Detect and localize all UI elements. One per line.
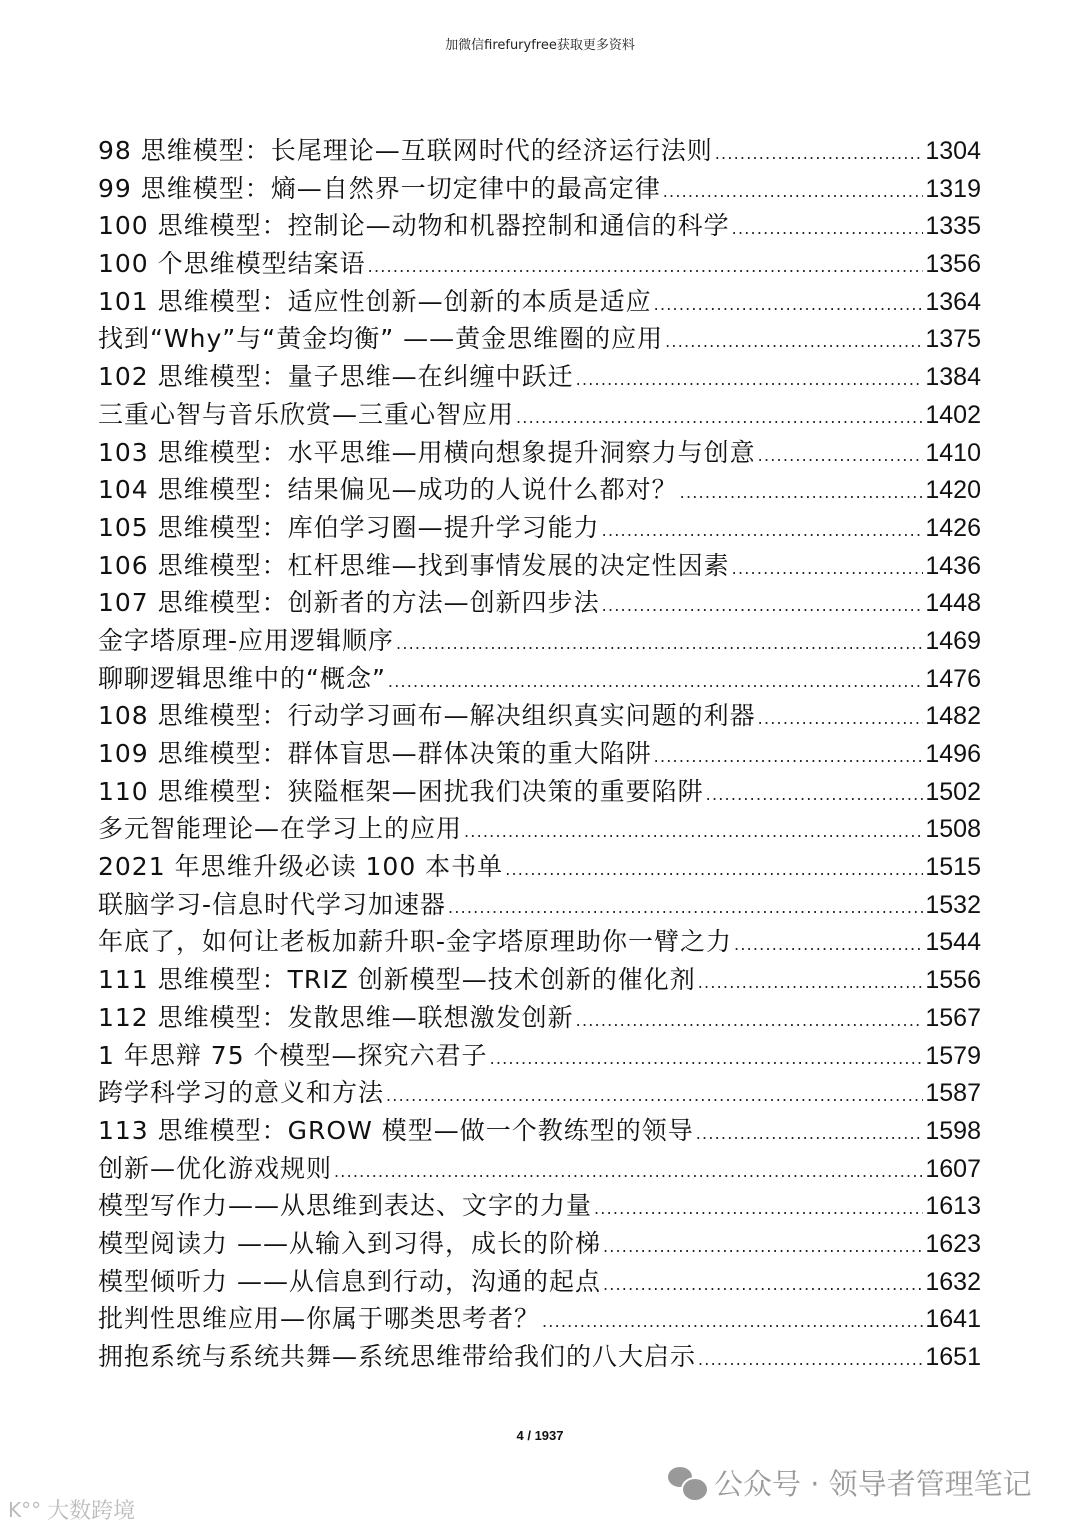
toc-entry-title: 跨学科学习的意义和方法 xyxy=(98,1078,385,1108)
dot-leader xyxy=(698,1338,923,1379)
brand-watermark-text: 大数跨境 xyxy=(47,1499,136,1524)
toc-entry-title: 批判性思维应用—你属于哪类思考者？ xyxy=(98,1304,541,1334)
dot-leader xyxy=(603,1225,923,1266)
toc-entry[interactable] xyxy=(98,509,981,547)
toc-entry[interactable] xyxy=(98,283,981,321)
dot-leader xyxy=(542,1300,923,1341)
dot-leader xyxy=(734,923,923,964)
toc-entry-page: 1496 xyxy=(925,740,981,768)
toc-entry[interactable] xyxy=(98,999,981,1037)
brand-logo-icon: K°° xyxy=(8,1497,42,1522)
dot-leader xyxy=(603,1263,923,1304)
dot-leader xyxy=(715,132,924,173)
toc-entry-page: 1364 xyxy=(925,287,981,316)
dot-leader xyxy=(388,660,923,701)
toc-entry-title: 联脑学习-信息时代学习加速器 xyxy=(98,889,447,919)
dot-leader xyxy=(464,810,923,851)
toc-entry-title: 98 思维模型：长尾理论—互联网时代的经济运行法则 xyxy=(98,136,713,165)
toc-entry-title: 102 思维模型：量子思维—在纠缠中跃迁 xyxy=(98,362,574,392)
toc-entry-page: 1651 xyxy=(925,1343,981,1371)
toc-entry-title: 拥抱系统与系统共舞—系统思维带给我们的八大启示 xyxy=(98,1342,697,1371)
toc-entry-title: 找到“Why”与“黄金均衡” ——黄金思维圈的应用 xyxy=(98,324,664,354)
toc-entry-page: 1587 xyxy=(925,1079,981,1108)
toc-entry-page: 1613 xyxy=(925,1192,981,1221)
dot-leader xyxy=(505,848,923,889)
toc-entry-title: 106 思维模型：杠杆思维—找到事情发展的决定性因素 xyxy=(98,550,730,580)
toc-entry[interactable] xyxy=(98,773,981,811)
toc-entry-page: 1508 xyxy=(925,815,981,844)
dot-leader xyxy=(368,245,924,286)
toc-entry-title: 103 思维模型：水平思维—用横向想象提升洞察力与创意 xyxy=(98,437,756,467)
toc-entry[interactable] xyxy=(98,697,981,735)
toc-entry-title: 创新—优化游戏规则 xyxy=(98,1153,333,1183)
dot-leader xyxy=(448,886,923,927)
toc-entry-title: 100 个思维模型结案语 xyxy=(98,249,366,279)
toc-entry-title: 109 思维模型：群体盲思—群体决策的重大陷阱 xyxy=(98,739,652,768)
dot-leader xyxy=(732,547,924,588)
toc-entry[interactable] xyxy=(98,1074,981,1112)
toc-entry[interactable] xyxy=(98,622,981,660)
dot-leader xyxy=(516,396,923,437)
dot-leader xyxy=(602,584,924,625)
toc-entry-title: 104 思维模型：结果偏见—成功的人说什么都对？ xyxy=(98,475,678,505)
wechat-watermark-text: 公众号 · 领导者管理笔记 xyxy=(714,1467,1032,1501)
dot-leader xyxy=(396,622,923,663)
toc-entry[interactable] xyxy=(98,584,981,622)
toc-entry-page: 1623 xyxy=(925,1229,981,1258)
toc-entry-page: 1632 xyxy=(925,1267,981,1296)
toc-entry-title: 113 思维模型：GROW 模型—做一个教练型的领导 xyxy=(98,1115,694,1145)
dot-leader xyxy=(706,773,924,814)
dot-leader xyxy=(732,207,924,248)
toc-entry[interactable] xyxy=(98,1037,981,1075)
dot-leader xyxy=(576,358,924,399)
toc-entry-title: 模型倾听力 ——从信息到行动，沟通的起点 xyxy=(98,1266,601,1296)
dot-leader xyxy=(576,999,924,1040)
dot-leader xyxy=(602,509,924,550)
toc-entry[interactable] xyxy=(98,245,981,283)
toc-entry-page: 1402 xyxy=(925,400,981,429)
toc-entry-title: 2021 年思维升级必读 100 本书单 xyxy=(98,852,504,882)
toc-entry-page: 1598 xyxy=(925,1116,981,1145)
toc-entry-title: 模型阅读力 ——从输入到习得，成长的阶梯 xyxy=(98,1228,601,1258)
toc-entry[interactable] xyxy=(98,1112,981,1150)
toc-entry-page: 1641 xyxy=(925,1305,981,1334)
toc-entry[interactable] xyxy=(98,810,981,848)
toc-entry-page: 1476 xyxy=(925,664,981,693)
dot-leader xyxy=(758,434,924,475)
toc-entry[interactable] xyxy=(98,1150,981,1188)
toc-entry-title: 金字塔原理-应用逻辑顺序 xyxy=(98,625,395,655)
dot-leader xyxy=(663,170,924,211)
toc-entry[interactable] xyxy=(98,660,981,698)
toc-entry[interactable] xyxy=(98,170,981,208)
toc-entry-page: 1556 xyxy=(925,966,981,995)
toc-entry-page: 1607 xyxy=(925,1154,981,1183)
page-number: 4 / 1937 xyxy=(516,1428,564,1443)
toc-entry-page: 1375 xyxy=(925,325,981,354)
toc-entry-page: 1335 xyxy=(925,212,981,241)
toc-entry[interactable] xyxy=(98,961,981,999)
toc-entry-page: 1448 xyxy=(925,589,981,618)
toc-entry-page: 1356 xyxy=(925,250,981,279)
dot-leader xyxy=(696,1112,924,1153)
toc-entry-title: 多元智能理论—在学习上的应用 xyxy=(98,814,463,844)
toc-entry-title: 111 思维模型：TRIZ 创新模型—技术创新的催化剂 xyxy=(98,965,696,995)
toc-entry-page: 1410 xyxy=(925,438,981,467)
toc-entry[interactable] xyxy=(98,735,981,773)
page-header: 加微信firefuryfree获取更多资料 xyxy=(445,38,635,53)
wechat-watermark xyxy=(668,1462,1032,1503)
toc-entry-page: 1420 xyxy=(925,476,981,505)
dot-leader xyxy=(654,283,924,324)
toc-entry-title: 105 思维模型：库伯学习圈—提升学习能力 xyxy=(98,512,600,542)
brand-watermark xyxy=(8,1494,135,1525)
toc-entry-title: 三重心智与音乐欣赏—三重心智应用 xyxy=(98,399,515,429)
toc-entry-title: 聊聊逻辑思维中的“概念” xyxy=(98,663,386,693)
toc-entry-page: 1319 xyxy=(925,174,981,203)
toc-entry[interactable] xyxy=(98,1338,981,1376)
toc-entry[interactable] xyxy=(98,207,981,245)
toc-entry-page: 1436 xyxy=(925,551,981,580)
toc-entry-page: 1567 xyxy=(925,1003,981,1032)
toc-entry-title: 110 思维模型：狭隘框架—困扰我们决策的重要陷阱 xyxy=(98,776,704,806)
toc-entry-page: 1482 xyxy=(925,702,981,731)
toc-entry[interactable] xyxy=(98,1300,981,1338)
toc-entry-title: 108 思维模型：行动学习画布—解决组织真实问题的利器 xyxy=(98,701,756,731)
toc-entry[interactable] xyxy=(98,358,981,396)
toc-entry[interactable] xyxy=(98,396,981,434)
dot-leader xyxy=(490,1037,924,1078)
toc-entry-page: 1515 xyxy=(925,853,981,882)
toc-entry-page: 1544 xyxy=(925,928,981,957)
toc-entry-page: 1579 xyxy=(925,1041,981,1070)
toc-entry[interactable] xyxy=(98,547,981,585)
toc-entry-page: 1384 xyxy=(925,363,981,392)
table-of-contents xyxy=(98,132,981,1376)
toc-entry-title: 年底了，如何让老板加薪升职-金字塔原理助你一臂之力 xyxy=(98,927,733,957)
toc-entry[interactable] xyxy=(98,848,981,886)
toc-entry[interactable] xyxy=(98,320,981,358)
toc-entry-page: 1532 xyxy=(925,890,981,919)
toc-entry[interactable] xyxy=(98,471,981,509)
dot-leader xyxy=(654,735,924,776)
dot-leader xyxy=(680,471,924,512)
toc-entry[interactable] xyxy=(98,434,981,472)
toc-entry-page: 1469 xyxy=(925,626,981,655)
dot-leader xyxy=(386,1074,923,1115)
toc-entry-page: 1502 xyxy=(925,777,981,806)
toc-entry-title: 112 思维模型：发散思维—联想激发创新 xyxy=(98,1002,574,1032)
toc-entry-title: 100 思维模型：控制论—动物和机器控制和通信的科学 xyxy=(98,211,730,241)
toc-entry[interactable] xyxy=(98,1263,981,1301)
toc-entry-title: 107 思维模型：创新者的方法—创新四步法 xyxy=(98,588,600,618)
wechat-icon xyxy=(668,1467,706,1499)
dot-leader xyxy=(665,320,923,361)
toc-entry-title: 模型写作力——从思维到表达、文字的力量 xyxy=(98,1191,593,1221)
toc-entry-title: 99 思维模型：熵—自然界一切定律中的最高定律 xyxy=(98,173,661,203)
toc-entry-title: 101 思维模型：适应性创新—创新的本质是适应 xyxy=(98,286,652,316)
dot-leader xyxy=(334,1150,923,1191)
dot-leader xyxy=(594,1187,923,1228)
toc-entry-page: 1304 xyxy=(925,137,981,165)
toc-entry[interactable] xyxy=(98,1187,981,1225)
toc-entry[interactable] xyxy=(98,923,981,961)
dot-leader xyxy=(758,697,924,738)
toc-entry-page: 1426 xyxy=(925,513,981,542)
toc-entry-title: 1 年思辩 75 个模型—探究六君子 xyxy=(98,1040,488,1070)
toc-entry[interactable] xyxy=(98,886,981,924)
toc-entry[interactable] xyxy=(98,132,981,170)
toc-entry[interactable] xyxy=(98,1225,981,1263)
dot-leader xyxy=(698,961,924,1002)
